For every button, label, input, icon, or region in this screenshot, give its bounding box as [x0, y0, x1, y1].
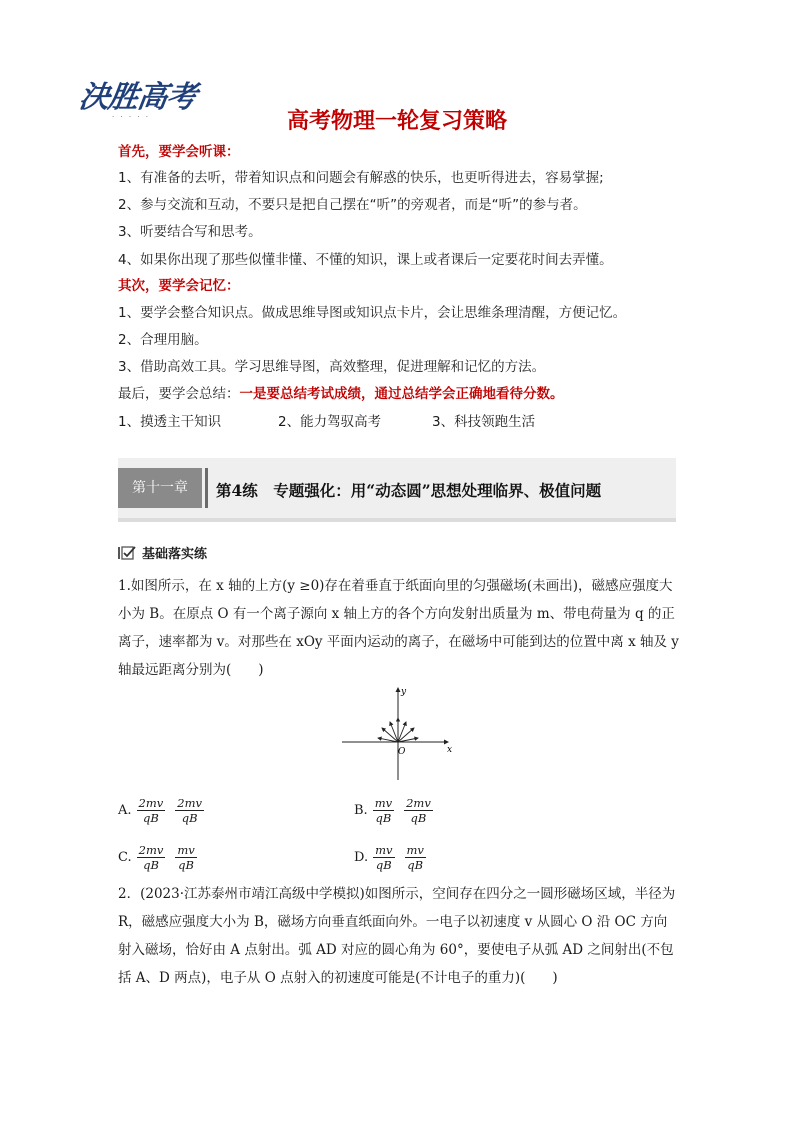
question-line: 2．(2023·江苏泰州市靖江高级中学模拟)如图所示，空间存在四分之一圆形磁场区域，半径为 [118, 886, 676, 902]
exercise-title: 第4练 专题强化：用“动态圆”思想处理临界、极值问题 [216, 481, 602, 500]
option-letter: C. [118, 850, 132, 865]
fraction: $\frac{2mv}{qB}$ [138, 843, 164, 872]
option-a[interactable] [118, 796, 209, 825]
checkbox-icon [118, 546, 136, 560]
question-line: 1.如图所示，在 x 轴的上方(y ≥0)存在着垂直于纸面向里的匀强磁场(未画出)，磁感应强度大 [118, 578, 673, 594]
banner-underline [118, 518, 676, 522]
last-prefix: 最后，要学会总结： [118, 386, 240, 402]
last-highlight: 一是要总结考试成绩，通过总结学会正确地看待分数。 [239, 386, 564, 402]
origin-label: O [398, 747, 406, 757]
section-label: 基础落实练 [142, 547, 208, 562]
list-item: 1、要学会整合知识点。做成思维导图或知识点卡片，会让思维条理清醒，方便记忆。 [118, 305, 627, 321]
first-heading: 首先，要学会听课： [118, 144, 240, 160]
option-d[interactable] [354, 843, 431, 872]
x-label: x [447, 745, 453, 755]
option-letter: B. [354, 803, 368, 818]
fraction: $\frac{2mv}{qB}$ [177, 796, 202, 825]
banner-divider [205, 468, 208, 508]
fraction: $\frac{mv}{qB}$ [375, 843, 393, 872]
last-paragraph [118, 384, 564, 404]
last-items [118, 410, 578, 430]
fraction: $\frac{mv}{qB}$ [406, 843, 424, 872]
question-line: R，磁感应强度大小为 B，磁场方向垂直纸面向外。一电子以初速度 v 从圆心 O 沿 OC 方向 [118, 914, 668, 930]
question-line: 小为 B。在原点 O 有一个离子源向 x 轴上方的各个方向发射出质量为 m、带电荷量为 q 的正 [118, 606, 675, 622]
list-item: 2、合理用脑。 [118, 332, 208, 348]
logo: 決胜高考 [77, 80, 198, 115]
second-heading: 其次，要学会记忆： [118, 278, 240, 294]
question-line: 射入磁场，恰好由 A 点射出。弧 AD 对应的圆心角为 60°，要使电子从弧 AD 之间射出(不包 [118, 942, 674, 958]
fraction: $\frac{mv}{qB}$ [374, 796, 393, 825]
axes-figure [340, 684, 460, 784]
list-item: 3、科技领跑生活 [432, 414, 536, 430]
question-line: 括 A、D 两点)，电子从 O 点射入的初速度可能是(不计电子的重力)( ) [118, 970, 558, 986]
option-b[interactable] [354, 796, 438, 825]
list-item: 4、如果你出现了那些似懂非懂、不懂的知识，课上或者课后一定要花时间去弄懂。 [118, 252, 613, 268]
question-1 [118, 572, 678, 684]
fraction: $\frac{mv}{qB}$ [177, 843, 195, 872]
question-line: 轴最远距离分别为( ) [118, 662, 264, 678]
fraction: $\frac{2mv}{qB}$ [406, 796, 431, 825]
velocity-arrows [378, 718, 418, 742]
y-label: y [401, 687, 407, 697]
page-title: 高考物理一轮复习策略 [286, 109, 507, 134]
option-letter: D. [354, 850, 369, 865]
section-heading [118, 543, 207, 562]
fraction: $\frac{2mv}{qB}$ [138, 796, 164, 825]
question-2 [118, 880, 678, 992]
list-item: 1、有准备的去听，带着知识点和问题会有解惑的快乐，也更听得进去，容易掌握; [118, 170, 604, 186]
option-c[interactable] [118, 843, 202, 872]
list-item: 3、听要结合写和思考。 [118, 224, 262, 240]
list-item: 2、参与交流和互动，不要只是把自己摆在“听”的旁观者，而是“听”的参与者。 [118, 197, 587, 213]
list-item: 2、能力驾驭高考 [278, 414, 382, 430]
question-line: 离子，速率都为 v。对那些在 xOy 平面内运动的离子，在磁场中可能到达的位置中离 x 轴及 y [118, 634, 679, 650]
list-item: 1、摸透主干知识 [118, 414, 222, 430]
logo-subtitle: · · · · · [112, 113, 151, 121]
option-letter: A. [118, 803, 132, 818]
chapter-label: 第十一章 [118, 468, 202, 508]
list-item: 3、借助高效工具。学习思维导图，高效整理，促进理解和记忆的方法。 [118, 359, 546, 375]
